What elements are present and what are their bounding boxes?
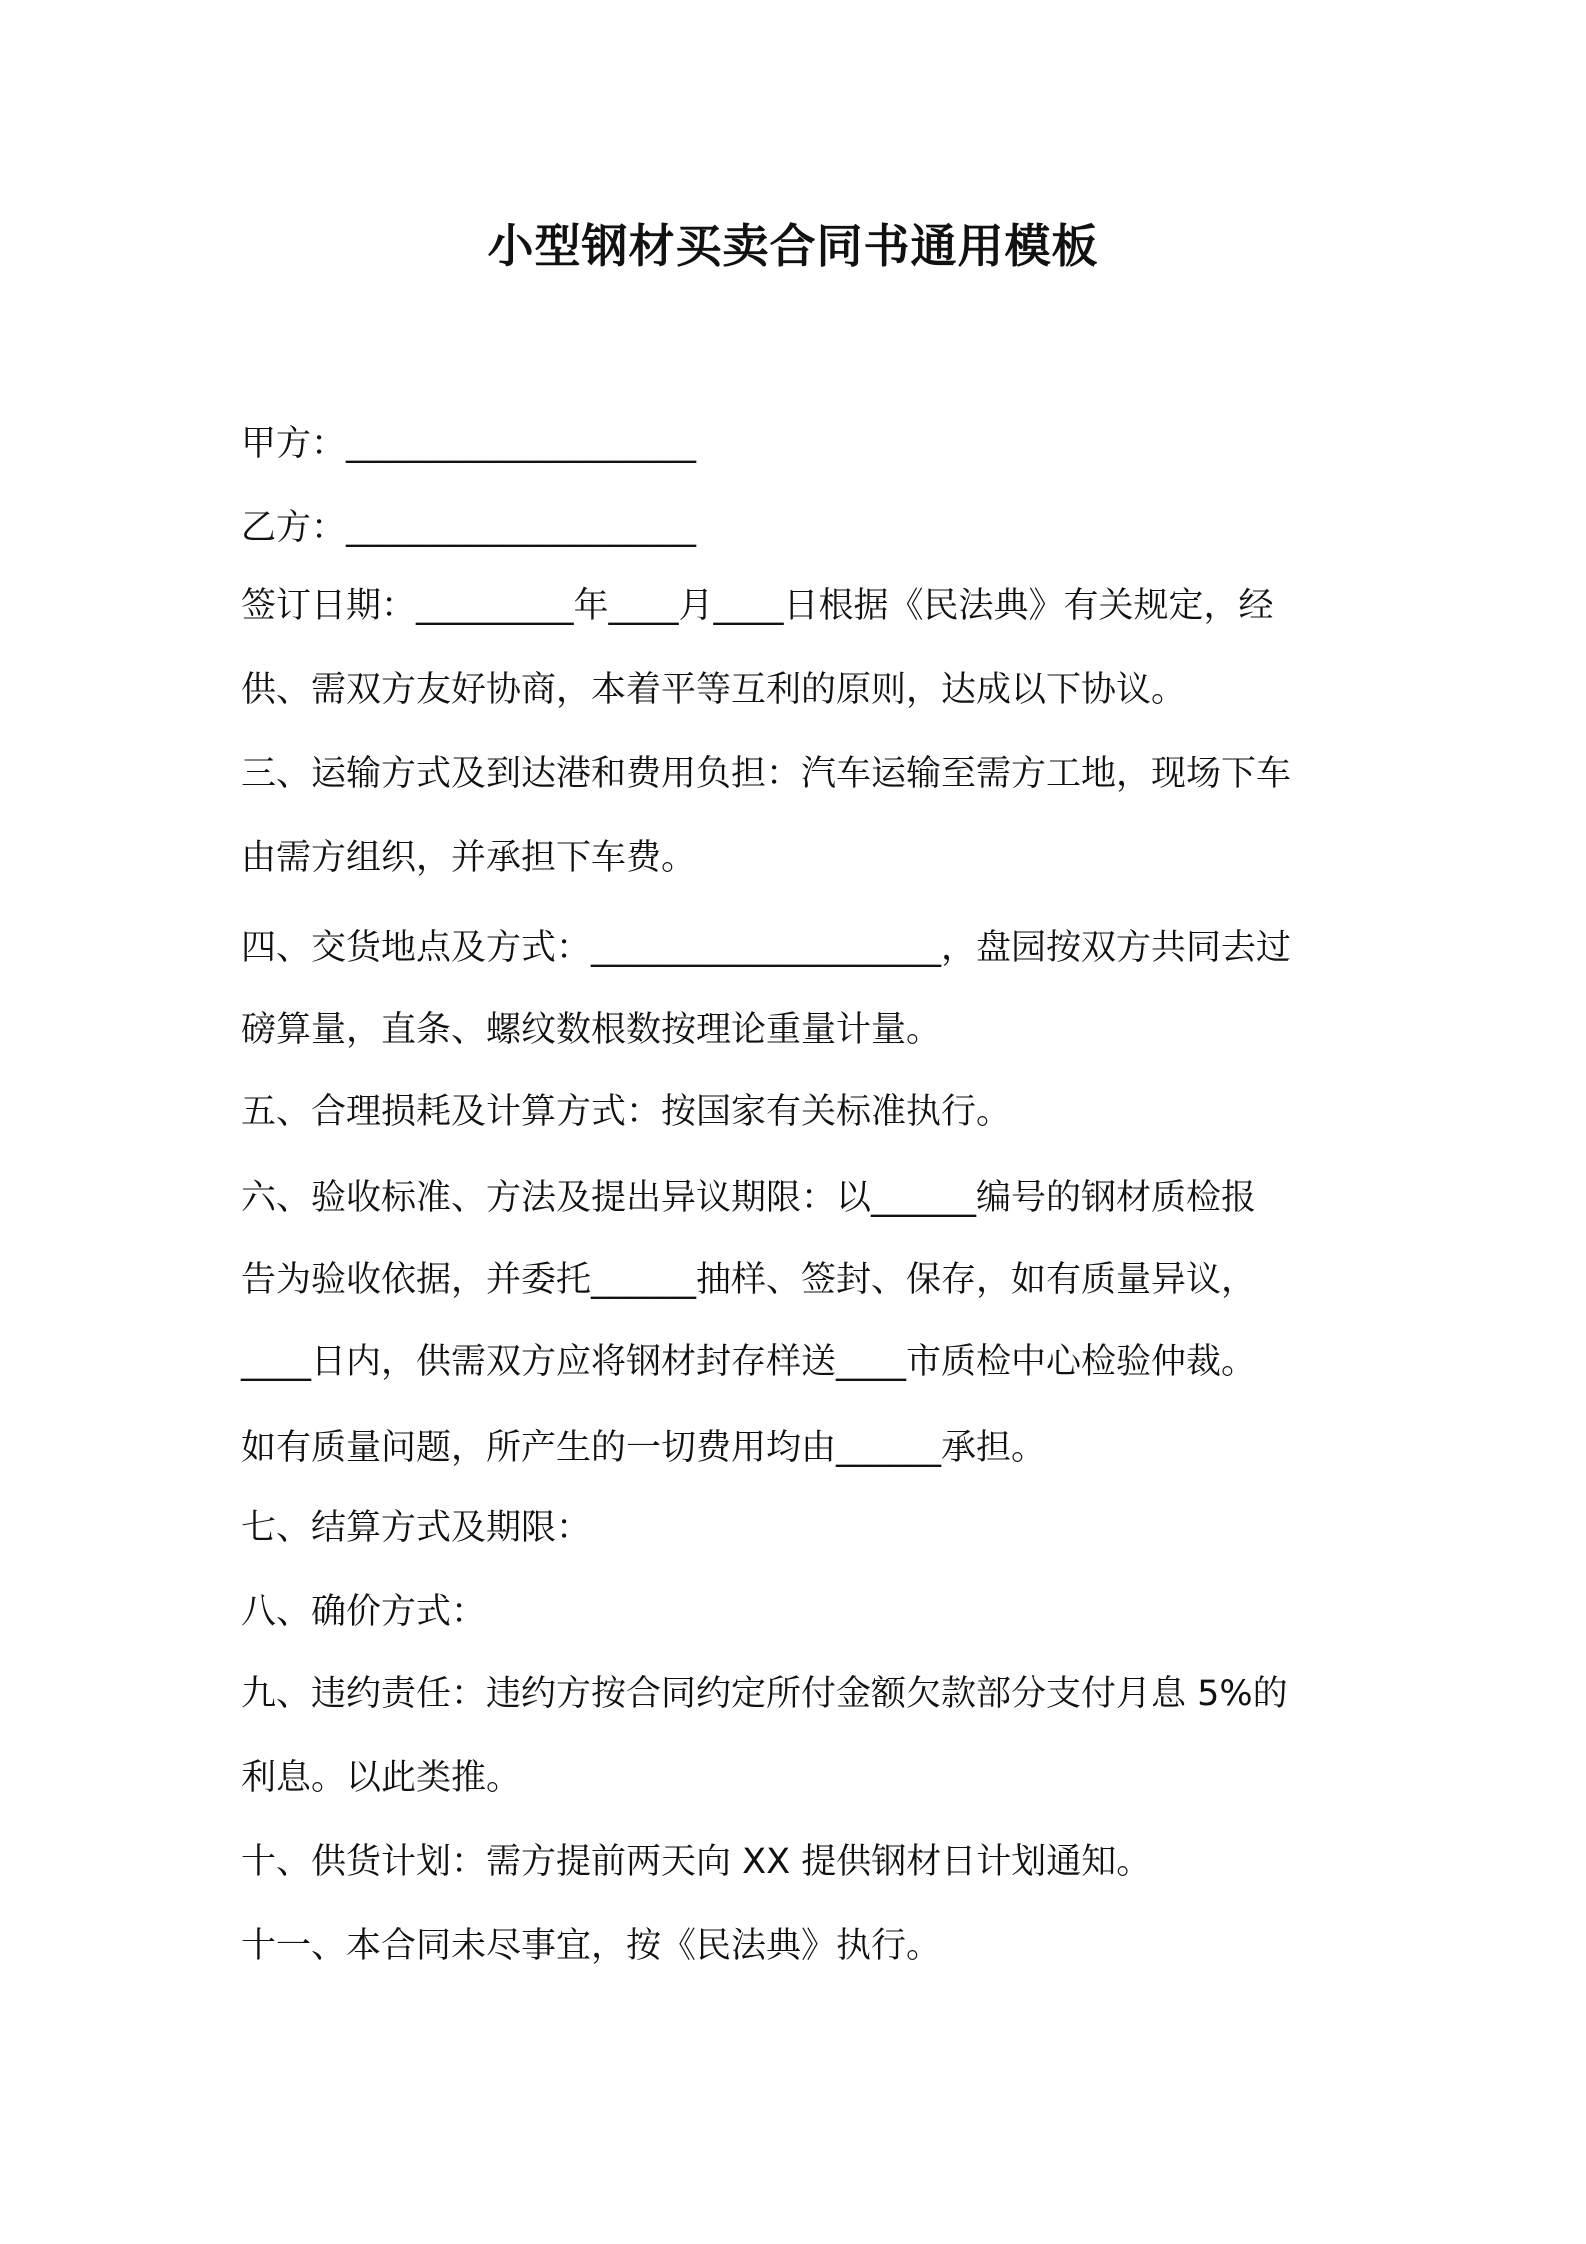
clause-4-line-1: 四、交货地点及方式：____________________，盘园按双方共同去过 [241, 928, 1292, 968]
agreement-intro-line: 供、需双方友好协商，本着平等互利的原则，达成以下协议。 [241, 670, 1187, 710]
clause-4-line-2: 磅算量，直条、螺纹数根数按理论重量计量。 [241, 1010, 942, 1050]
clause-11-line: 十一、本合同未尽事宜，按《民法典》执行。 [241, 1926, 942, 1966]
clause-7-line: 七、结算方式及期限： [241, 1508, 592, 1548]
clause-3-line-1: 三、运输方式及到达港和费用负担：汽车运输至需方工地，现场下车 [241, 754, 1292, 794]
clause-8-line: 八、确价方式： [241, 1592, 487, 1632]
signing-date-line: 签订日期：_________年____月____日根据《民法典》有关规定，经 [241, 586, 1274, 626]
clause-5-line: 五、合理损耗及计算方式：按国家有关标准执行。 [241, 1092, 1012, 1132]
clause-6-line-2: 告为验收依据，并委托______抽样、签封、保存，如有质量异议， [241, 1260, 1257, 1300]
document-title: 小型钢材买卖合同书通用模板 [487, 219, 1099, 273]
clause-3-line-2: 由需方组织，并承担下车费。 [241, 838, 697, 878]
clause-6-line-1: 六、验收标准、方法及提出异议期限：以______编号的钢材质检报 [241, 1178, 1257, 1218]
clause-10-line: 十、供货计划：需方提前两天向 XX 提供钢材日计划通知。 [241, 1842, 1152, 1882]
clause-6-line-4: 如有质量问题，所产生的一切费用均由______承担。 [241, 1428, 1047, 1468]
party-b-line: 乙方：____________________ [241, 508, 697, 548]
clause-6-line-3: ____日内，供需双方应将钢材封存样送____市质检中心检验仲裁。 [241, 1342, 1257, 1382]
party-a-line: 甲方：____________________ [241, 424, 697, 464]
clause-9-line-2: 利息。以此类推。 [241, 1758, 522, 1798]
clause-9-line-1: 九、违约责任：违约方按合同约定所付金额欠款部分支付月息 5%的 [241, 1674, 1288, 1714]
